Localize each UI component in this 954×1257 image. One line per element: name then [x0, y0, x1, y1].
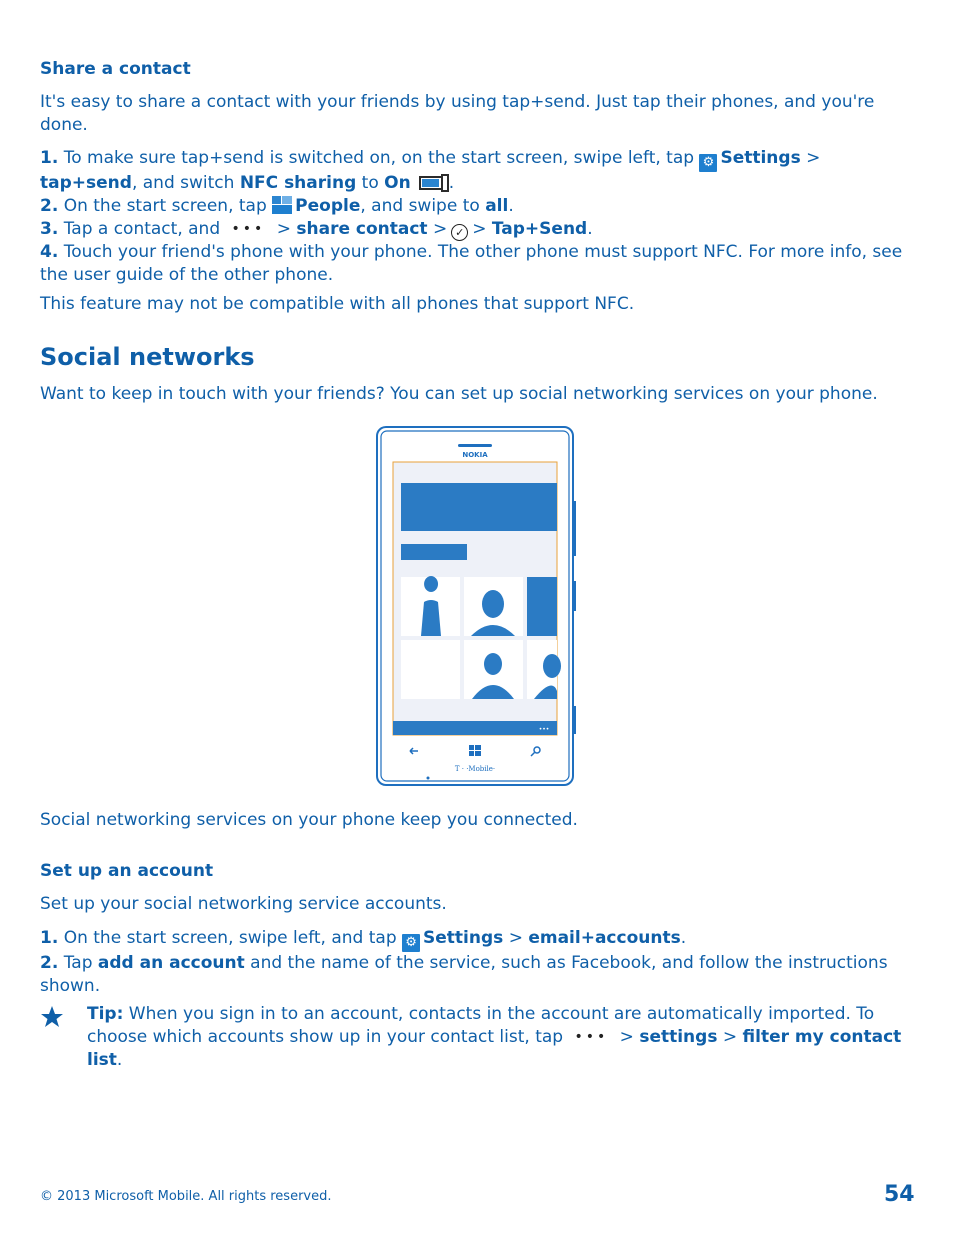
separator: > — [619, 1027, 634, 1047]
step-text: Tap — [63, 953, 93, 973]
more-dots-icon: ••• — [574, 1029, 609, 1045]
tip-label: Tip: — [87, 1004, 124, 1024]
step-text: To make sure tap+send is switched on, on the start screen, swipe left, tap — [63, 148, 695, 168]
punctuation: . — [680, 928, 687, 948]
step-text: Touch your friend's phone with your phone. The other phone must support NFC. For more info, see the user guide of the other phone. — [40, 242, 903, 285]
footer-copyright: © 2013 Microsoft Mobile. All rights reserved. — [40, 1189, 332, 1204]
social-intro: Want to keep in touch with your friends? You can set up social networking services on your phone. — [40, 384, 878, 404]
tip-paragraph — [87, 1003, 902, 1072]
page-number: 54 — [884, 1182, 915, 1207]
step-text: On the start screen, swipe left, and tap — [63, 928, 397, 948]
share-step-2 — [40, 195, 915, 218]
punctuation: . — [448, 173, 455, 193]
add-account-label: add an account — [97, 953, 245, 973]
step-number: 1. — [40, 928, 59, 948]
phone-illustration — [376, 426, 576, 788]
account-heading: Set up an account — [40, 861, 214, 881]
account-step-1 — [40, 927, 915, 952]
tip-block — [87, 1003, 902, 1072]
account-intro: Set up your social networking service accounts. — [40, 894, 447, 914]
gear-icon: ⚙ — [699, 154, 717, 172]
punctuation: , — [131, 173, 138, 193]
step-text: to — [361, 173, 379, 193]
step-number: 3. — [40, 219, 59, 239]
email-accounts-label: email+accounts — [528, 928, 681, 948]
people-label: People — [295, 196, 361, 216]
share-step-3 — [40, 218, 915, 241]
share-steps — [40, 147, 915, 287]
star-icon — [40, 1005, 64, 1029]
separator: > — [508, 928, 523, 948]
social-heading: Social networks — [40, 343, 255, 371]
tap-send-label: tap+send — [40, 173, 132, 193]
phone-brand: NOKIA — [462, 451, 488, 459]
phone-carrier: T · ·Mobile· — [454, 765, 496, 773]
account-step-2 — [40, 952, 915, 998]
step-text: and the name of the service, such as Facebook, and follow the instructions shown. — [40, 953, 888, 996]
settings-label: Settings — [720, 148, 801, 168]
punctuation: . — [508, 196, 514, 216]
punctuation: . — [587, 219, 593, 239]
share-heading: Share a contact — [40, 59, 191, 79]
more-dots-icon: ••• — [231, 221, 266, 237]
toggle-on-icon — [419, 176, 449, 190]
phone-graphic — [376, 426, 576, 788]
tap-send-label: Tap+Send — [491, 219, 588, 239]
all-label: all — [485, 196, 509, 216]
step-text: , and swipe to — [360, 196, 480, 216]
separator: > — [806, 148, 821, 168]
separator: > — [276, 219, 291, 239]
filter-contact-list-label: filter my contact list — [87, 1027, 902, 1070]
share-intro: It's easy to share a contact with your friends by using tap+send. Just tap their phones, and you're done. — [40, 92, 875, 135]
windows-icon — [469, 745, 474, 750]
separator: > — [722, 1027, 738, 1047]
account-steps — [40, 927, 915, 998]
nfc-sharing-label: NFC sharing — [239, 173, 357, 193]
on-label: On — [384, 173, 411, 193]
share-step-4 — [40, 241, 915, 287]
settings-label: settings — [639, 1027, 718, 1047]
separator: > — [472, 219, 487, 239]
share-contact-label: share contact — [296, 219, 428, 239]
tip-text: When you sign in to an account, contacts in the account are automatically imported. To choose which accounts show up in your contact list, tap — [87, 1004, 875, 1047]
step-text: and switch — [142, 173, 235, 193]
step-number: 1. — [40, 148, 59, 168]
punctuation: . — [116, 1050, 123, 1070]
share-note: This feature may not be compatible with all phones that support NFC. — [40, 294, 635, 314]
step-number: 2. — [40, 196, 59, 216]
settings-label: Settings — [423, 928, 504, 948]
step-number: 4. — [40, 242, 59, 262]
step-text: On the start screen, tap — [63, 196, 267, 216]
app-bar-dots: ••• — [538, 726, 550, 733]
gear-icon: ⚙ — [402, 934, 420, 952]
social-caption: Social networking services on your phone keep you connected. — [40, 810, 578, 830]
step-number: 2. — [40, 953, 59, 973]
share-step-1 — [40, 147, 915, 195]
checkmark-circle-icon: ✓ — [451, 224, 468, 241]
separator: > — [432, 219, 448, 239]
step-text: Tap a contact, and — [63, 219, 221, 239]
people-tile-icon — [272, 196, 292, 214]
